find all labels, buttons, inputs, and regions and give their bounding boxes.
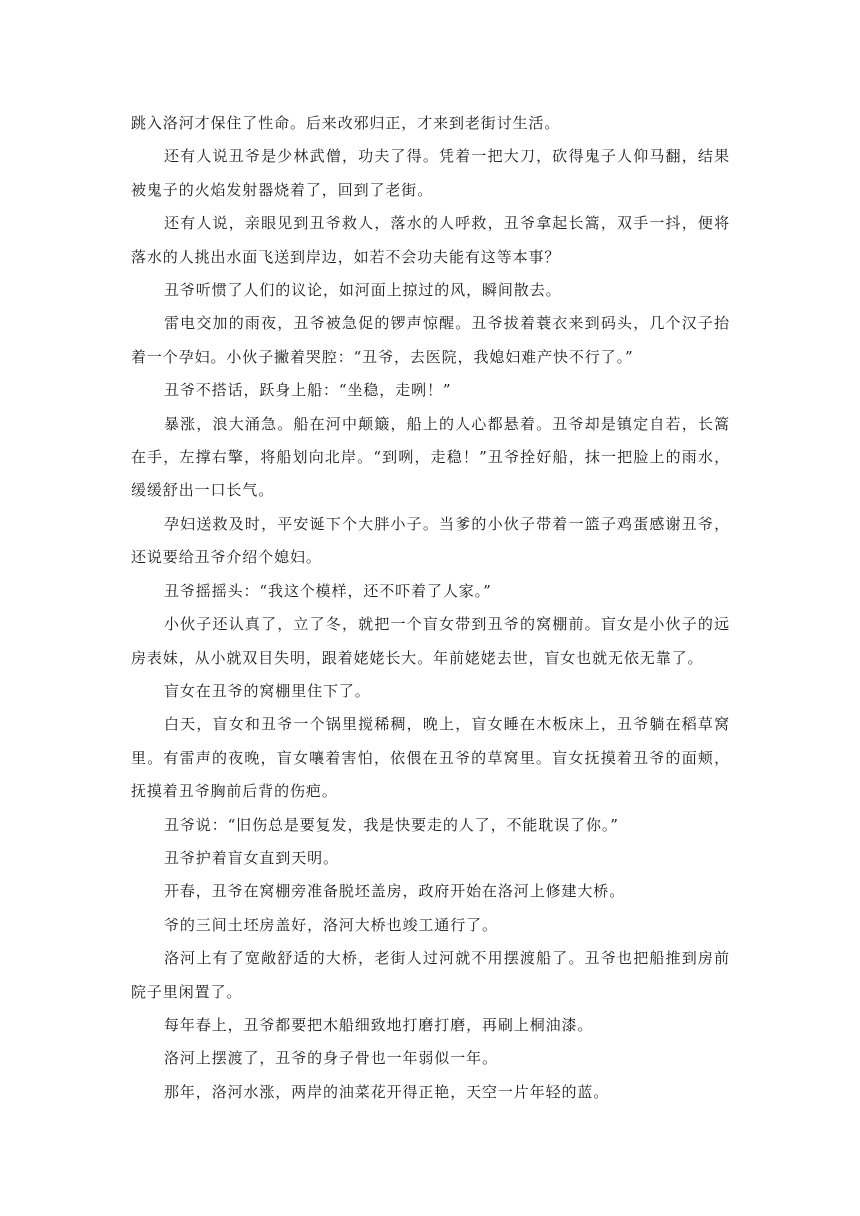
paragraph: 开春，丑爷在窝棚旁准备脱坯盖房，政府开始在洛河上修建大桥。 [164, 882, 626, 901]
paragraph: 丑爷摇摇头：“我这个模样，还不吓着了人家。” [164, 581, 492, 600]
paragraph: 还有人说丑爷是少林武僧，功夫了得。凭着一把大刀，砍得鬼子人仰马翻，结果被鬼子的火焰发射器烧着了，回到了老街。 [131, 147, 730, 199]
paragraph: 洛河上摆渡了，丑爷的身子骨也一年弱似一年。 [164, 1049, 498, 1068]
paragraph: 雷电交加的雨夜，丑爷被急促的锣声惊醒。丑爷拔着蓑衣来到码头，几个汉子抬着一个孕妇。小伙子撇着哭腔：“丑爷，去医院，我媳妇难产快不行了。” [131, 314, 730, 366]
paragraph: 每年春上，丑爷都要把木船细致地打磨打磨，再刷上桐油漆。 [164, 1015, 594, 1034]
paragraph: 暴涨，浪大涌急。船在河中颠簸，船上的人心都悬着。丑爷却是镇定自若，长篙在手，左撑右擎，将船划向北岸。“到咧，走稳！”丑爷拴好船，抹一把脸上的雨水，缓缓舒出一口长气。 [131, 414, 730, 500]
paragraph: 丑爷说：“旧伤总是要复发，我是快要走的人了，不能耽误了你。” [164, 815, 619, 834]
paragraph: 白天，盲女和丑爷一个锅里搅稀稠，晚上，盲女睡在木板床上，丑爷躺在稻草窝里。有雷声的夜晚，盲女嚷着害怕，依偎在丑爷的草窝里。盲女抚摸着丑爷的面颊，抚摸着丑爷胸前后背的伤疤。 [131, 715, 730, 801]
paragraph: 爷的三间土坯房盖好，洛河大桥也竣工通行了。 [164, 915, 498, 934]
paragraph: 还有人说，亲眼见到丑爷救人，落水的人呼救，丑爷拿起长篙，双手一抖，便将落水的人挑出水面飞送到岸边，如若不会功夫能有这等本事？ [131, 214, 730, 266]
paragraph: 跳入洛河才保住了性命。后来改邪归正，才来到老街讨生活。 [131, 114, 561, 132]
paragraph: 孕妇送救及时，平安诞下个大胖小子。当爹的小伙子带着一篮子鸡蛋感谢丑爷，还说要给丑爷介绍个媳妇。 [131, 514, 730, 567]
paragraph: 那年，洛河水涨，两岸的油菜花开得正艳，天空一片年轻的蓝。 [164, 1082, 610, 1101]
paragraph: 洛河上有了宽敞舒适的大桥，老街人过河就不用摆渡船了。丑爷也把船推到房前院子里闲置了。 [131, 949, 730, 1001]
paragraph: 丑爷护着盲女直到天明。 [164, 848, 339, 867]
paragraph: 丑爷不搭话，跃身上船：“坐稳，走咧！” [164, 381, 452, 400]
paragraph: 小伙子还认真了，立了冬，就把一个盲女带到丑爷的窝棚前。盲女是小伙子的远房表妹，从小就双目失明，跟着姥姥长大。年前姥姥去世，盲女也就无依无靠了。 [131, 615, 730, 667]
paragraph: 丑爷听惯了人们的议论，如河面上掠过的风，瞬间散去。 [164, 281, 562, 300]
story-text [131, 107, 730, 1109]
paragraph: 盲女在丑爷的窝棚里住下了。 [164, 681, 371, 700]
